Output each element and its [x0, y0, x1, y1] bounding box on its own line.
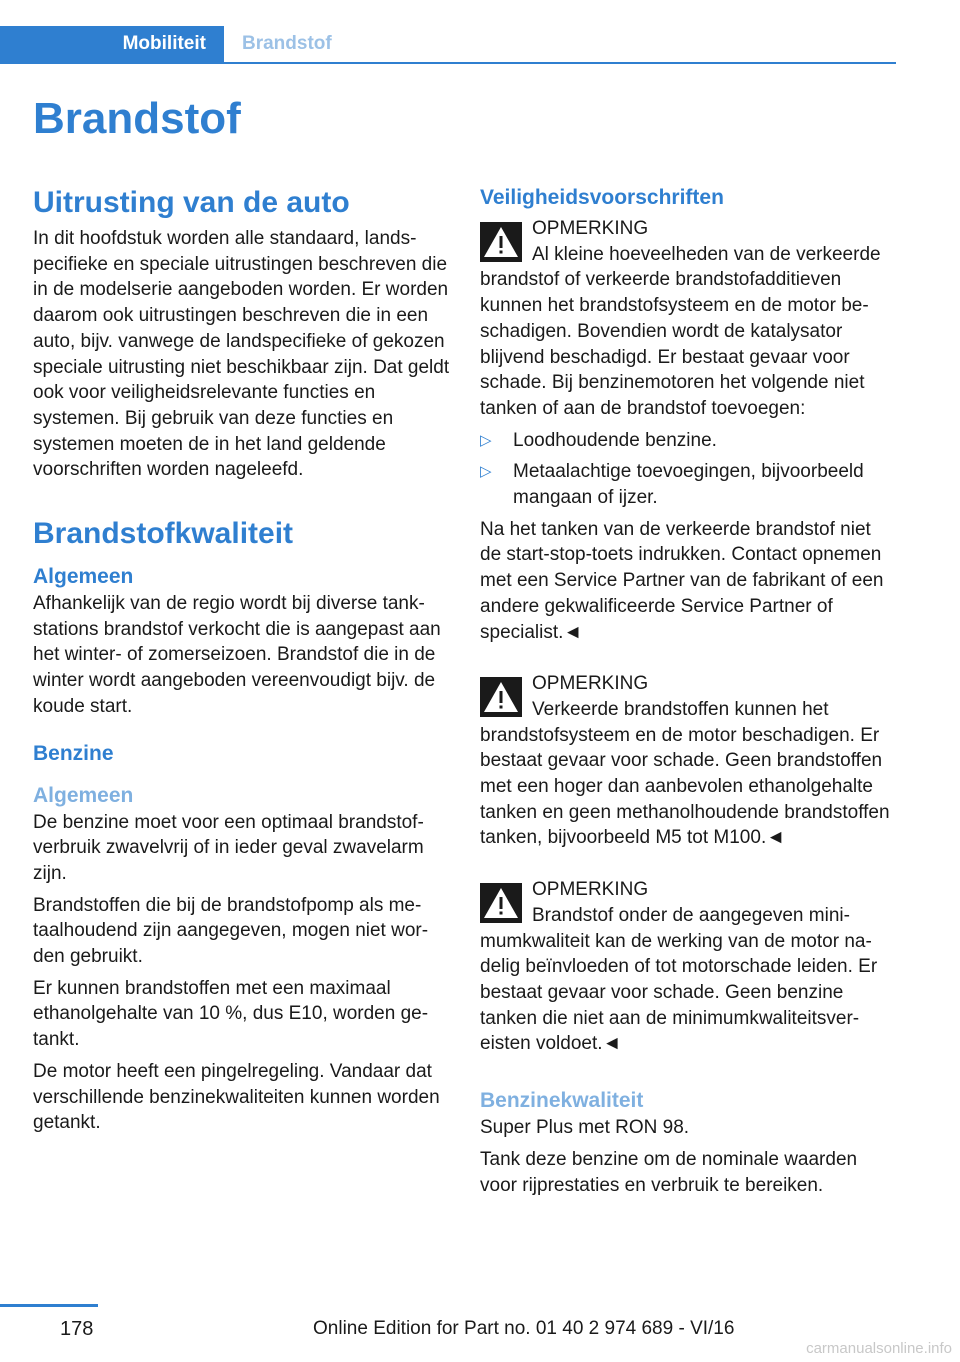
- warning-triangle-icon: [480, 222, 522, 262]
- list-item: ▷ Loodhoudende benzine.: [480, 428, 896, 454]
- general-text: Afhankelijk van de regio wordt bij diverse tankstations brandstof verkocht die is aangepast aan het winter- of zomerseizoen. Brandstof die in de winter wordt aangeboden vereenvoudigt bijv. de koude start.: [33, 593, 441, 717]
- notice-label-3: OPMERKING: [532, 879, 649, 901]
- triangle-bullet-icon: ▷: [480, 463, 492, 481]
- list-item: ▷ Metaalachtige toevoegingen, bijvoorbeeld mangaan of ijzer.: [480, 461, 864, 509]
- petrol-quality-heading: Benzinekwaliteit: [480, 1089, 644, 1113]
- petrol-quality-text-2: Tank deze benzine om de nominale waarden voor rijprestaties en verbruik te bereiken.: [480, 1148, 858, 1196]
- triangle-bullet-icon: ▷: [480, 431, 492, 449]
- notice-text-1: Al kleine hoeveelheden van de verkeerde brandstof of verkeerde brandstofadditieven kunnen het brandstofsysteem en de motor beschadigen. Bovendien wordt de katalysator blijvend beschadigd. Er bestaat gevaar voor schade. Bij benzinemotoren het volgende niet tanken of aan de brandstof toevoegen:: [480, 243, 881, 419]
- notice-text-3: Brandstof onder de aangegeven minimumkwaliteit kan de werking van de motor nadelig beïnvloeden of tot motorschade leiden. Er bestaat gevaar voor schade. Geen benzine tanken die niet aan de minimumkwaliteitsvereisten voldoet.◄: [480, 904, 878, 1055]
- tab-mobiliteit[interactable]: Mobiliteit: [0, 26, 224, 62]
- chapter-tabbar: [0, 26, 896, 64]
- notice-block-1: [480, 216, 896, 422]
- edition-note: Online Edition for Part no. 01 40 2 974 689 - VI/16: [313, 1318, 735, 1339]
- petrol-quality-text-1: Super Plus met RON 98.: [480, 1117, 690, 1139]
- right-column: [480, 184, 896, 1204]
- petrol-paragraph-4: De motor heeft een pingelregeling. Vandaar dat verschillende benzinekwaliteiten kunnen worden getankt.: [33, 1060, 440, 1134]
- petrol-heading: Benzine: [33, 741, 114, 765]
- general-heading: Algemeen: [33, 565, 134, 589]
- notice-label-2: OPMERKING: [532, 673, 649, 695]
- notice-block-2: [480, 671, 896, 851]
- petrol-paragraph-1: De benzine moet voor een optimaal brandstofverbruik zwavelvrij of in ieder geval zwavelarm zijn.: [33, 811, 424, 884]
- left-column: [33, 184, 451, 1142]
- petrol-general-heading: Algemeen: [33, 783, 134, 807]
- petrol-paragraph-2: Brandstoffen die bij de brandstofpomp als metaalhoudend zijn aangegeven, mogen niet worden gebruikt.: [33, 894, 429, 968]
- tab-brandstof[interactable]: Brandstof: [242, 33, 332, 54]
- page-title: Brandstof: [33, 94, 241, 143]
- equipment-text: In dit hoofdstuk worden alle standaard, landspecifieke en speciale uitrustingen beschreven die in de modelserie aangeboden worden. Er worden daarom ook uitrustingen beschreven die in een auto, bijv. vanwege de landspecifieke of gekozen speciale uitrusting niet beschikbaar zijn. Dat geldt ook voor veiligheidsrelevante functies en systemen. Bij gebruik van deze functies en systemen moeten de in het land geldende voorschriften worden nageleefd.: [33, 228, 450, 481]
- footer-rule: [0, 1304, 98, 1307]
- equipment-heading: Uitrusting van de auto: [33, 186, 350, 219]
- notice-followup-text: Na het tanken van de verkeerde brandstof niet de start-stop-toets indrukken. Contact opnemen met een Service Partner van de fabrikant of een andere gekwalificeerde Service Partner of specialist.◄: [480, 518, 884, 643]
- warning-triangle-icon: [480, 677, 522, 717]
- fuel-quality-heading: Brandstofkwaliteit: [33, 517, 294, 551]
- notice-block-3: [480, 877, 896, 1057]
- notice-label-1: OPMERKING: [532, 218, 649, 239]
- warning-triangle-icon: [480, 883, 522, 923]
- page-number: 178: [60, 1318, 94, 1340]
- petrol-paragraph-3: Er kunnen brandstoffen met een maximaal ethanolgehalte van 10 %, dus E10, worden getankt.: [33, 977, 429, 1051]
- watermark: carmanualsonline.info: [806, 1340, 952, 1357]
- prohibited-additives-list: [480, 428, 896, 511]
- safety-heading: Veiligheidsvoorschriften: [480, 186, 724, 209]
- notice-text-2: Verkeerde brandstoffen kunnen het brandstofsysteem en de motor beschadigen. Er bestaat gevaar voor schade. Geen brandstoffen met een hoger dan aanbevolen ethanolgehalte tanken en geen methanolhoudende brandstoffen tanken, bijvoorbeeld M5 tot M100.◄: [480, 698, 890, 849]
